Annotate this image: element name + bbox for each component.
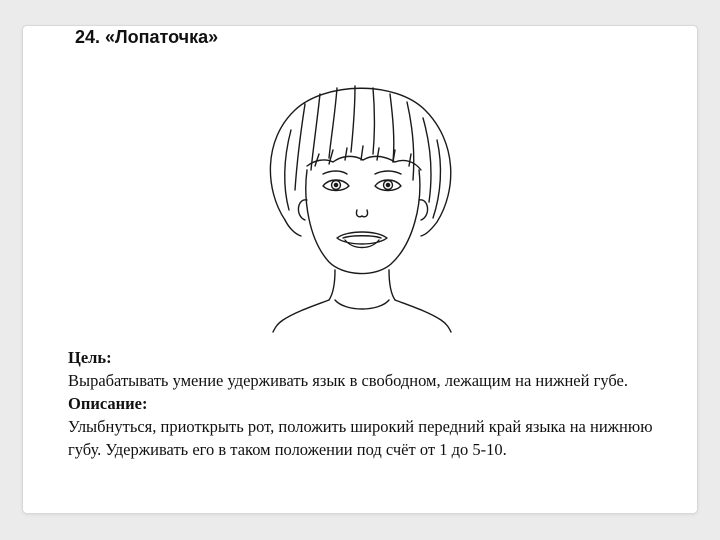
description-label: Описание: [68,394,148,413]
exercise-title: 24. «Лопаточка» [75,27,219,47]
fringe [307,156,421,170]
goal-text: Вырабатывать умение удерживать язык в свободном, лежащим на нижней губе. [68,371,629,390]
exercise-text [68,346,668,461]
description-text: Улыбнуться, приоткрыть рот, положить широкий передний край языка на нижнюю губу. Удерживать его в таком положении под счёт от 1 до 5-10. [68,417,653,459]
nose [356,210,367,217]
child-face-illustration [225,70,485,335]
goal-label: Цель: [68,348,112,367]
